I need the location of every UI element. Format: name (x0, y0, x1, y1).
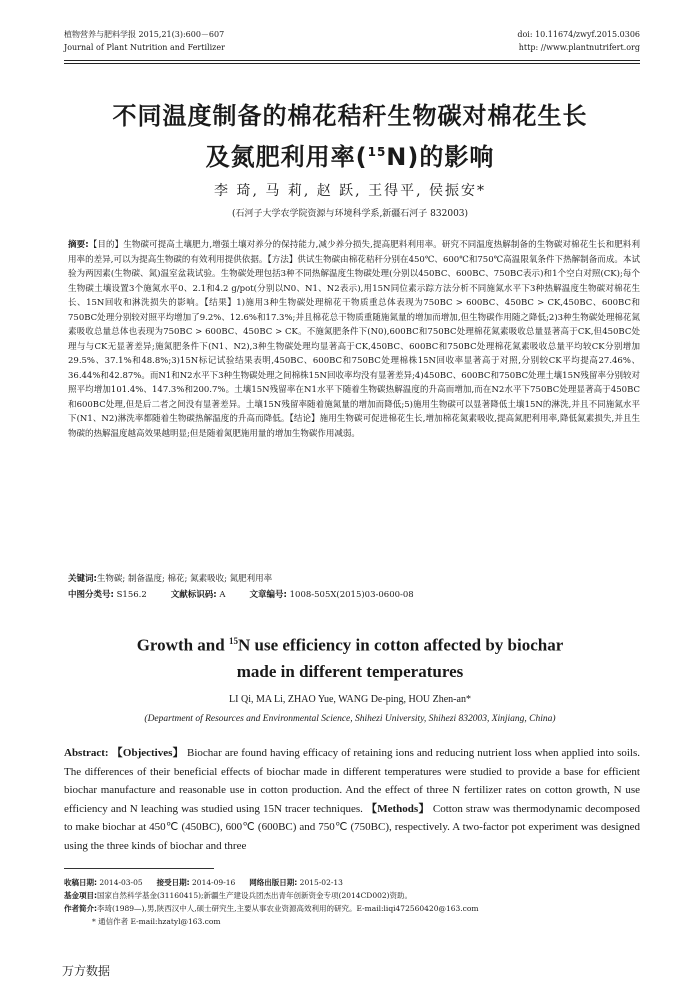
title-zh-line2: 及氮肥利用率($^{15}$N)的影响 (205, 143, 495, 171)
title-zh-line1: 不同温度制备的棉花秸秆生物碳对棉花生长 (112, 102, 588, 130)
article-number: 1008-505X(2015)03-0600-08 (289, 590, 414, 600)
author-bio: 作者简介:李琦(1989—),男,陕西汉中人,硕士研究生,主要从事农业资源高效利用的研究。E-mail:liqi472560420@163.com (64, 904, 479, 913)
abstract-en-label: Abstract: (64, 747, 109, 759)
methods-label: 【Methods】 (365, 802, 430, 815)
footnote-rule (64, 868, 214, 869)
keywords-zh (68, 572, 640, 586)
accepted-date: 2014-09-16 (192, 878, 236, 887)
corresponding-author: * 通信作者 E-mail:hzatyl@163.com (92, 917, 221, 926)
abstract-zh-text: 【目的】生物碳可提高土壤肥力,增强土壤对养分的保持能力,减少养分损失,提高肥料利用率。研究不同温度热解制备的生物碳对棉花生长和肥料利用率的差异,可以为提高生物碳的有效利用提供依据。【方法】供试生物碳由棉花秸秆分别在450℃、600℃和750℃高温限氧条件下热解制备而成。本试验为两因素(生物碳、氮)温室盆栽试验。生物碳处理包括3种不同热解温度生物碳处理(分别以450BC、600BC、750BC表示)和1个空白对照(CK);每个生物碳土壤设置3个施氮水平0、2.1和4.2 g/pot(分别以N0、N1、N2表示),用15N同位素示踪方法分析不同施氮水平下3种热解温度生物碳对棉花生长、15N回收和淋洗损失的影响。【结果】1)施用3种生物碳处理棉花干物质重总体表现为750BC > 600BC、450BC > CK,450BC、600BC和750BC处理分别较对照平均增加了9.2%、12.6%和17.3%;并且棉花总干物质重随施氮量的增加而增加,但生物碳作用随之降低;2)3种生物碳处理棉花氮素吸收总量总体也表现为750BC > 600BC、450BC > CK。不施氮肥条件下(N0),600BC和750BC处理棉花氮素吸收总量显著高于CK,但450BC处理与与CK无显著差异;施氮肥条件下(N1、N2),3种生物碳处理均显著高于CK,450BC、600BC和750BC处理棉花氮素吸收总量平均较CK分别增加29.5%、37.1%和48.8%;3)15N标记试验结果表明,450BC、600BC和750BC处理棉株15N回收率显著高于对照,分别较CK平均提高27.46%、36.44%和42.87%。而N1和N2水平下3种生物碳处理之间棉株15N回收率均没有显著差异;4)450BC、600BC和750BC处理土壤15N残留率分别较对照平均增加101.4%、147.3%和200.7%。土壤15N残留率在N1水平下随着生物碳热解温度的升高而增加,而在N2水平下750BC处理显著高于450BC和600BC处理,但是后二者之间没有显著差异。土壤15N残留率随着施氮量的增加而降低;5)施用生物碳可以显著降低土壤15N的淋洗,并且不同施氮水平下(N1、N2)淋洗率都随着生物碳热解温度的升高而降低。【结论】施用生物碳可促进棉花生长,增加棉花氮素吸收,提高氮肥利用率,降低氮素损失,并且生物碳的热解温度越高效果越明显;但是随着氮肥施用量的增加生物碳作用减弱。 (68, 240, 640, 439)
dates-row: 收稿日期: 2014-03-05 接受日期: 2014-09-16 网络出版日期: 2015-02-13 (64, 878, 343, 887)
journal-url[interactable]: http: //www.plantnutrifert.org (518, 43, 640, 52)
online-date: 2015-02-13 (299, 878, 343, 887)
classification-zh: 中图分类号: S156.2 文献标识码: A 文章编号: 1008-505X(2015)03-0600-08 (68, 590, 414, 600)
abstract-en (64, 744, 640, 856)
objectives-text: Biochar are found having efficacy of retaining ions and reducing nutrient loss when applied into soils. The differences of their beneficial effects of biochar made in different temperatures were studied to provide a base for efficient biochar manufacture and reasonable use in cotton production. And the effect of three N fertilizer rates on cotton growth, N use efficiency and N leaching was studied using 15N tracer techniques. (64, 747, 641, 815)
footnotes (64, 876, 640, 928)
doi[interactable]: doi: 10.11674/zwyf.2015.0306 (517, 30, 640, 39)
title-en-line2: made in different temperatures (236, 661, 464, 681)
affiliation-en: (Department of Resources and Environmental Science, Shihezi University, Shihezi 832003, Xinjiang, China) (144, 714, 556, 724)
keywords-zh-label: 关键词: (68, 574, 97, 584)
watermark: 万方数据 (62, 964, 111, 978)
methods-text: Cotton straw was thermodynamic decomposed to make biochar at 450℃ (450BC), 600℃ (600BC) and 750℃ (750BC), respectively. A two-factor pot experiment was designed using the three kinds of biochar and three (64, 802, 641, 852)
authors-en: LI Qi, MA Li, ZHAO Yue, WANG De-ping, HOU Zhen-an* (229, 694, 471, 705)
title-en (0, 628, 700, 685)
abstract-zh-label: 摘要: (68, 240, 89, 250)
authors-zh: 李 琦, 马 莉, 赵 跃, 王得平, 侯振安* (214, 183, 486, 199)
clc-number: S156.2 (116, 590, 147, 600)
received-date: 2014-03-05 (99, 878, 143, 887)
abstract-zh (68, 238, 640, 441)
running-header (64, 28, 640, 54)
header-rule (64, 60, 640, 64)
journal-name-en: Journal of Plant Nutrition and Fertilizer (64, 43, 225, 52)
objectives-label: 【Objectives】 (111, 747, 184, 759)
title-zh (0, 98, 700, 175)
document-code: A (219, 590, 226, 600)
funding: 基金项目:国家自然科学基金(31160415);新疆生产建设兵团杰出青年创新资金专项(2014CD002)资助。 (64, 891, 413, 900)
title-en-line1: Growth and $^{15}$N use efficiency in cotton affected by biochar (136, 635, 564, 655)
journal-citation-zh: 植物营养与肥料学报 2015,21(3):600－607 (64, 30, 225, 39)
keywords-zh-text: 生物碳; 制备温度; 棉花; 氮素吸收; 氮肥利用率 (96, 574, 273, 584)
affiliation-zh: (石河子大学农学院资源与环境科学系,新疆石河子 832003) (231, 209, 469, 219)
